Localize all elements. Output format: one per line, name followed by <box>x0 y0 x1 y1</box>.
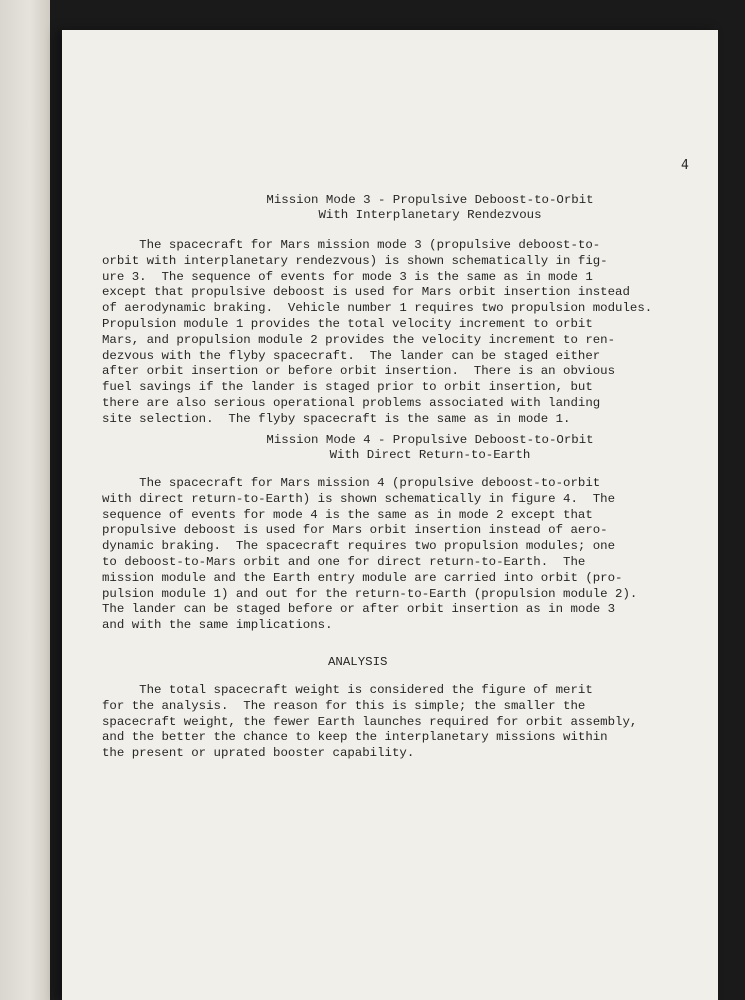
text-line: The spacecraft for Mars mission 4 (propulsive deboost-to-orbit <box>102 476 601 490</box>
heading-line: With Interplanetary Rendezvous <box>318 208 542 222</box>
text-line: The total spacecraft weight is considered the figure of merit <box>102 683 593 697</box>
text-line: mission module and the Earth entry module are carried into orbit (pro- <box>102 570 623 585</box>
text-line: site selection. The flyby spacecraft is the same as in mode 1. <box>102 411 571 426</box>
text-line: of aerodynamic braking. Vehicle number 1 requires two propulsion modules. <box>102 301 653 316</box>
text-line: sequence of events for mode 4 is the same as in mode 2 except that <box>102 507 593 522</box>
document-page <box>62 30 718 1000</box>
text-line: propulsive deboost is used for Mars orbit insertion instead of aero- <box>102 523 608 538</box>
heading-line: Mission Mode 4 - Propulsive Deboost-to-Orbit <box>266 433 594 447</box>
paragraph-analysis <box>102 683 637 762</box>
text-line: ure 3. The sequence of events for mode 3 is the same as in mode 1 <box>102 269 593 284</box>
heading-line: With Direct Return-to-Earth <box>329 448 531 462</box>
text-line: The spacecraft for Mars mission mode 3 (propulsive deboost-to- <box>102 238 601 252</box>
text-line: there are also serious operational problems associated with landing <box>102 395 601 410</box>
text-line: and with the same implications. <box>102 618 333 633</box>
section-heading-analysis: ANALYSIS <box>328 655 388 669</box>
text-line: to deboost-to-Mars orbit and one for direct return-to-Earth. The <box>102 554 586 569</box>
page-number: 4 <box>681 158 689 173</box>
text-line: dynamic braking. The spacecraft requires two propulsion modules; one <box>102 539 616 554</box>
text-line: dezvous with the flyby spacecraft. The lander can be staged either <box>102 348 601 363</box>
text-line: and the better the chance to keep the interplanetary missions within <box>102 730 608 745</box>
text-line: except that propulsive deboost is used for Mars orbit insertion instead <box>102 285 630 300</box>
paragraph-mode-3 <box>102 238 652 428</box>
text-line: pulsion module 1) and out for the return-to-Earth (propulsion module 2). <box>102 586 638 601</box>
text-line: for the analysis. The reason for this is simple; the smaller the <box>102 698 586 713</box>
underlying-page-edge <box>0 0 50 1000</box>
text-line: Propulsion module 1 provides the total velocity increment to orbit <box>102 316 593 331</box>
text-line: the present or uprated booster capability. <box>102 746 415 761</box>
text-line: after orbit insertion or before orbit insertion. There is an obvious <box>102 364 616 379</box>
text-line: orbit with interplanetary rendezvous) is shown schematically in fig- <box>102 253 608 268</box>
text-line: fuel savings if the lander is staged prior to orbit insertion, but <box>102 380 593 395</box>
text-line: spacecraft weight, the fewer Earth launches required for orbit assembly, <box>102 714 638 729</box>
heading-line: Mission Mode 3 - Propulsive Deboost-to-Orbit <box>266 193 594 207</box>
text-line: with direct return-to-Earth) is shown schematically in figure 4. The <box>102 491 616 506</box>
section-heading-mode-4 <box>210 433 650 463</box>
text-line: Mars, and propulsion module 2 provides the velocity increment to ren- <box>102 332 616 347</box>
paragraph-mode-4 <box>102 476 637 634</box>
text-line: The lander can be staged before or after orbit insertion as in mode 3 <box>102 602 616 617</box>
section-heading-mode-3 <box>210 193 650 223</box>
